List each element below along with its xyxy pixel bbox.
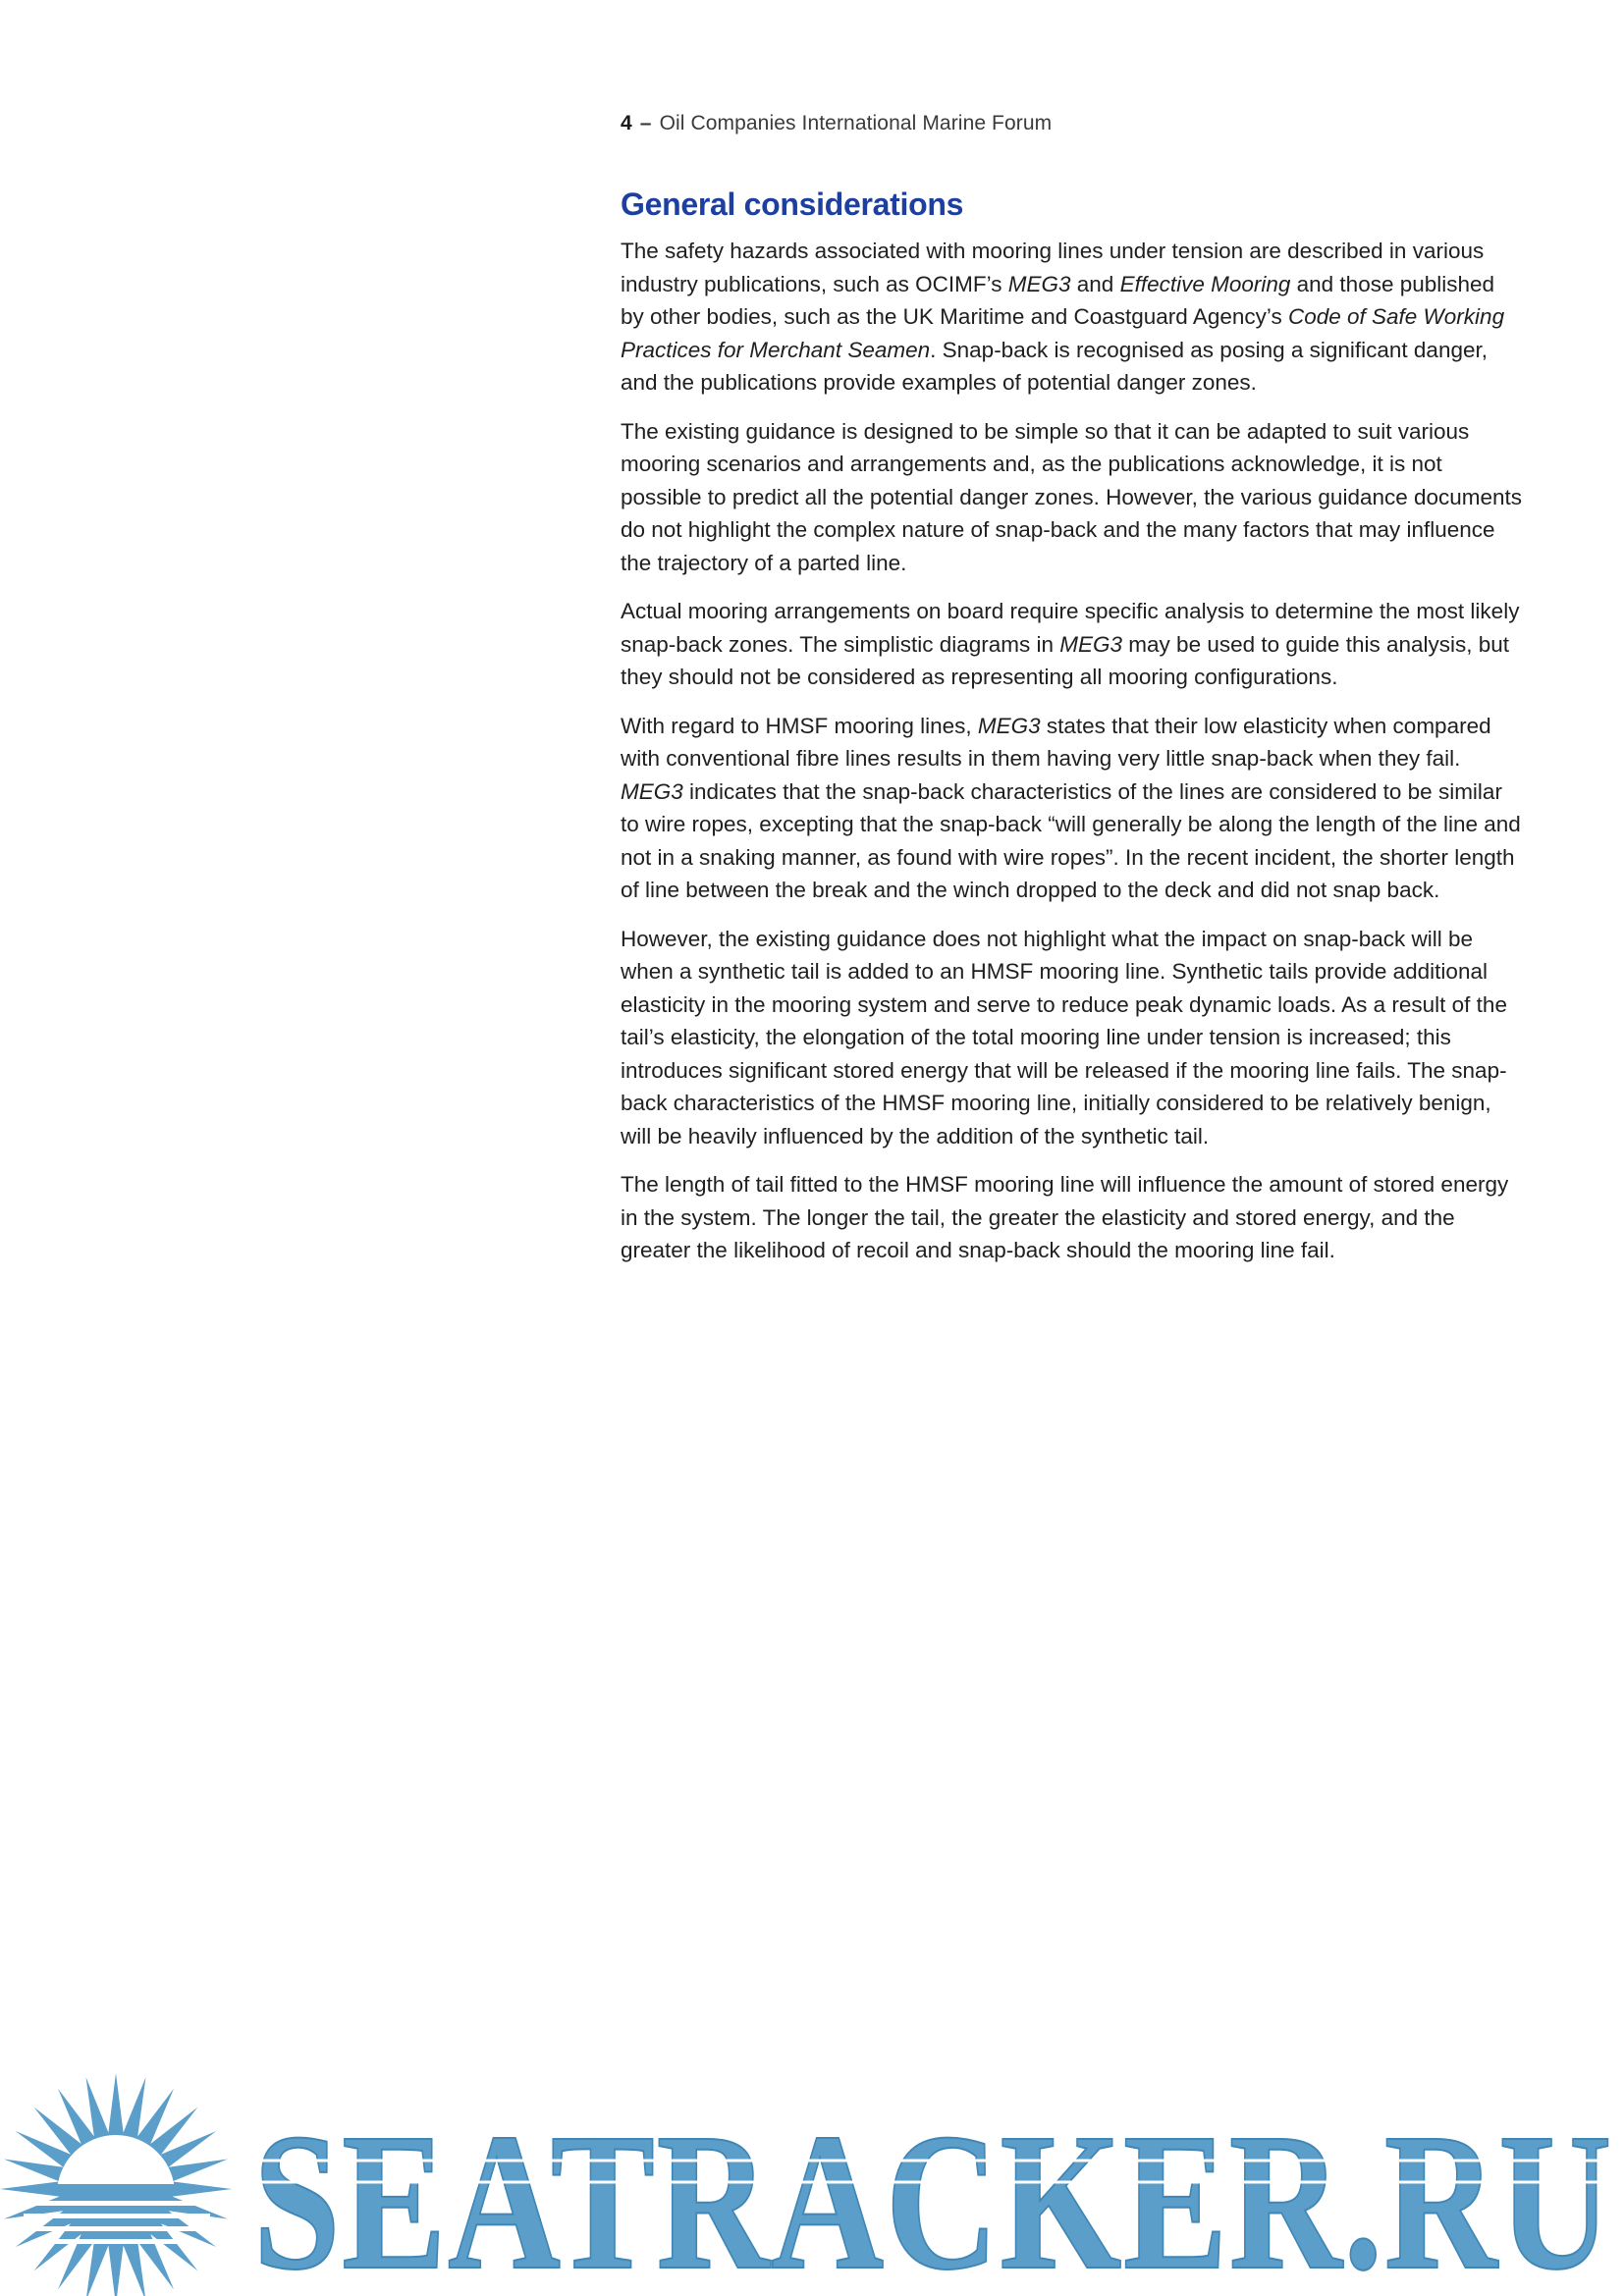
sun-rays <box>0 2073 232 2296</box>
main-content <box>621 187 1524 1283</box>
watermark <box>0 2066 1624 2296</box>
italic-title-run: Effective Mooring <box>1119 271 1291 296</box>
page-number: 4 <box>621 112 632 134</box>
sun-ray-burst <box>0 2073 232 2296</box>
text-run: However, the existing guidance does not highlight what the impact on snap-back will be when a synthetic tail is added to an HMSF mooring line. Synthetic tails provide additional elasticity in the mooring system and serve to reduce peak dynamic loads. As a result of the tail’s elasticity, the elongation of the total mooring line under tension is increased; this introduces significant stored energy that will be released if the mooring line fails. The snap-back characteristics of the HMSF mooring line, initially considered to be relatively benign, will be heavily influenced by the addition of the synthetic tail. <box>621 926 1507 1148</box>
text-run: Actual mooring arrangements on board require specific analysis to determine the most likely snap-back zones. The simplistic diagrams in <box>621 599 1520 657</box>
text-run: The safety hazards associated with mooring lines under tension are described in various industry publications, such as OCIMF’s <box>621 239 1485 296</box>
italic-title-run: MEG3 <box>621 778 683 804</box>
italic-title-run: Code of Safe Working Practices for Merchant Seamen <box>621 304 1505 362</box>
text-run: and those published by other bodies, such as the UK Maritime and Coastguard Agency’s <box>621 271 1495 329</box>
header-separator: – <box>639 112 652 134</box>
text-run: With regard to HMSF mooring lines, <box>621 713 978 738</box>
italic-title-run: MEG3 <box>1059 631 1123 657</box>
text-run: may be used to guide this analysis, but they should not be considered as representing all mooring configurations. <box>621 631 1510 689</box>
sun-over-horizon-icon <box>0 2073 232 2296</box>
watermark-text: SEATRACKER.RU <box>253 2094 1613 2296</box>
text-run: indicates that the snap-back characteristics of the lines are considered to be similar to wire ropes, excepting that the snap-back “will generally be along the length of the line and not in a snaking manner, as found with wire ropes”. In the recent incident, the shorter length of line between the break and the winch dropped to the deck and did not snap back. <box>621 778 1521 902</box>
publisher-name: Oil Companies International Marine Forum <box>659 112 1053 134</box>
page-header <box>621 112 1052 135</box>
paragraph <box>621 235 1524 400</box>
text-run: . Snap-back is recognised as posing a significant danger, and the publications provide examples of potential danger zones. <box>621 337 1488 395</box>
text-run: The existing guidance is designed to be simple so that it can be adapted to suit various mooring scenarios and arrangements and, as the publications acknowledge, it is not possible to predict all the potential danger zones. However, the various guidance documents do not highlight the complex nature of snap-back and the many factors that may influence the trajectory of a parted line. <box>621 418 1523 575</box>
section-title: General considerations <box>621 187 964 222</box>
text-run: states that their low elasticity when compared with conventional fibre lines results in them having very little snap-back when they fail. <box>621 713 1491 771</box>
paragraph <box>621 1168 1524 1267</box>
italic-title-run: MEG3 <box>977 713 1041 738</box>
paragraph <box>621 923 1524 1153</box>
paragraph <box>621 595 1524 694</box>
text-run: The length of tail fitted to the HMSF mooring line will influence the amount of stored energy in the system. The longer the tail, the greater the elasticity and stored energy, and the greater the likelihood of recoil and snap-back should the mooring line fail. <box>621 1172 1509 1262</box>
italic-title-run: MEG3 <box>1007 271 1071 296</box>
paragraph <box>621 710 1524 907</box>
text-run: and <box>1070 271 1120 296</box>
paragraph <box>621 415 1524 580</box>
